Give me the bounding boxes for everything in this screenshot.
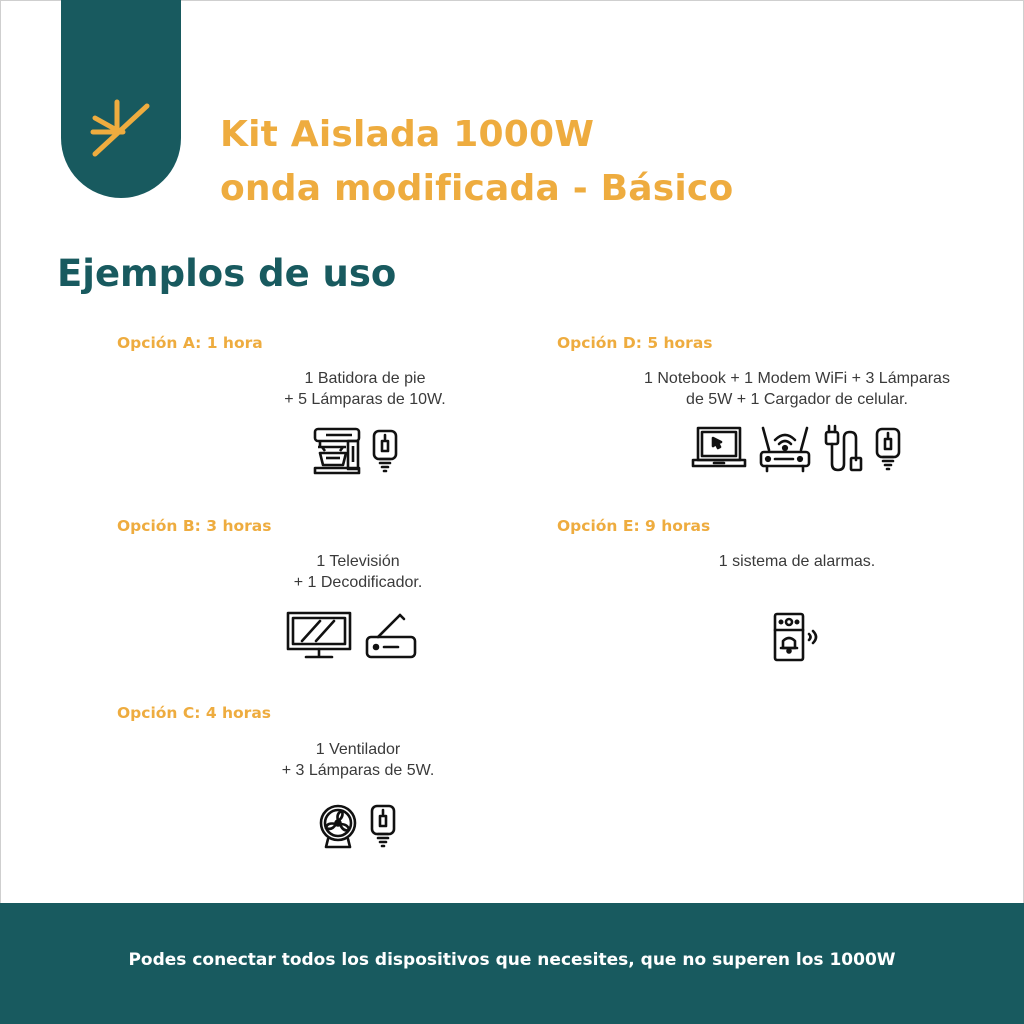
option-e-line-1: 1 sistema de alarmas. (718, 553, 876, 570)
option-c-icons (318, 801, 396, 851)
option-c-line-2: + 3 Lámparas de 5W. (281, 762, 435, 779)
option-e-label: Opción E: 9 horas (557, 517, 711, 535)
decoder-icon (364, 611, 418, 661)
option-d-icons (691, 424, 901, 474)
option-e-description (647, 551, 947, 572)
option-a-line-1: 1 Batidora de pie (304, 370, 426, 387)
lamp-icon (372, 427, 398, 475)
footer-banner (0, 903, 1024, 1024)
option-c-label: Opción C: 4 horas (117, 704, 272, 722)
footer-text: Podes conectar todos los dispositivos que necesites, que no superen los 1000W (128, 950, 896, 970)
option-d-line-1: 1 Notebook + 1 Modem WiFi + 3 Lámparas (644, 370, 950, 387)
title-line-2: onda modificada - Básico (220, 168, 734, 209)
sun-burst-icon (87, 98, 151, 162)
option-a-line-2: + 5 Lámparas de 10W. (284, 391, 446, 408)
section-heading: Ejemplos de uso (57, 252, 397, 295)
option-b-line-2: + 1 Decodificador. (293, 574, 423, 591)
option-b-description (258, 551, 458, 593)
title-line-1: Kit Aislada 1000W (220, 114, 595, 155)
page-title (220, 108, 733, 216)
option-c-line-1: 1 Ventilador (315, 741, 401, 758)
option-c-description (258, 739, 458, 781)
fan-icon (318, 801, 358, 851)
lamp-icon (875, 425, 901, 473)
notebook-icon (691, 424, 747, 474)
logo-tab (61, 0, 181, 198)
option-d-description (597, 368, 997, 410)
option-a-description (255, 368, 475, 410)
option-e-icons (773, 612, 825, 662)
wifi-modem-icon (759, 424, 811, 474)
lamp-icon (370, 802, 396, 850)
stand-mixer-icon (312, 426, 362, 476)
option-a-label: Opción A: 1 hora (117, 334, 263, 352)
television-icon (286, 611, 352, 661)
option-d-line-2: de 5W + 1 Cargador de celular. (686, 391, 908, 408)
option-b-label: Opción B: 3 horas (117, 517, 272, 535)
alarm-system-icon (773, 612, 825, 662)
option-b-icons (286, 611, 418, 661)
option-a-icons (312, 426, 398, 476)
option-d-label: Opción D: 5 horas (557, 334, 713, 352)
option-b-line-1: 1 Televisión (316, 553, 400, 570)
phone-charger-icon (823, 424, 863, 474)
